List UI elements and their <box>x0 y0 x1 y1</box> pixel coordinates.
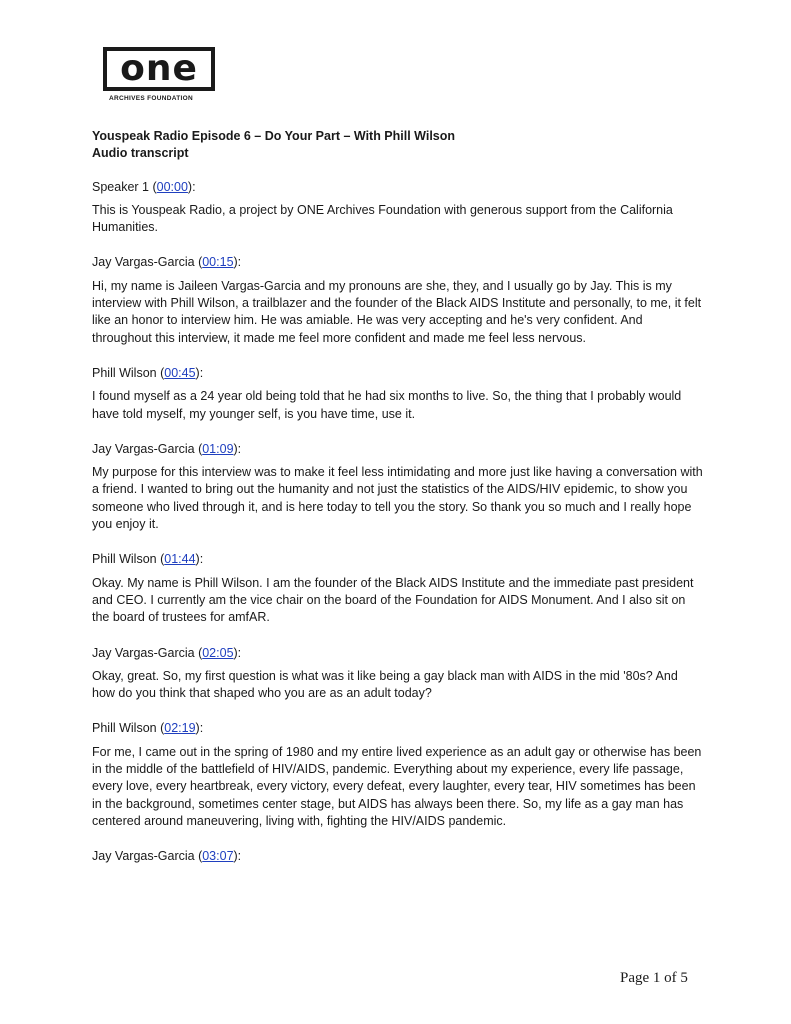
entry-text: This is Youspeak Radio, a project by ONE Archives Foundation with generous support from the California Humanities. <box>92 202 673 235</box>
timestamp-link[interactable]: 00:15 <box>202 255 234 270</box>
entry-text: Hi, my name is Jaileen Vargas-Garcia and my pronouns are she, they, and I usually go by Jay. This is my interview with Phill Wilson, a trailblazer and the founder of the Black AIDS Institute and personally, to me, it felt like an honor to interview him. He was amiable. He was very accepting and he's very confident. And throughout this interview, it made me feel more confident and made me feel less nervous. <box>92 278 702 345</box>
entry-text: Okay. My name is Phill Wilson. I am the founder of the Black AIDS Institute and the immediate past president and CEO. I currently am the vice chair on the board of the Foundation for AIDS Monument. And I also sit on the board of trustees for amfAR. <box>92 575 694 625</box>
speaker-name: Phill Wilson <box>92 552 157 567</box>
speaker-name: Jay Vargas-Garcia <box>92 645 199 660</box>
transcript-entry <box>92 365 704 423</box>
transcript-body <box>92 128 704 866</box>
page-number: Page 1 of 5 <box>620 970 688 986</box>
speaker-line: Phill Wilson (00:45): <box>92 365 204 380</box>
timestamp-link[interactable]: 00:45 <box>164 365 196 380</box>
speaker-line: Jay Vargas-Garcia (00:15): <box>92 255 242 270</box>
speaker-line: Jay Vargas-Garcia (03:07): <box>92 849 242 864</box>
timestamp-link[interactable]: 03:07 <box>202 849 234 864</box>
timestamp-link[interactable]: 00:00 <box>156 179 188 194</box>
speaker-line: Phill Wilson (01:44): <box>92 552 204 567</box>
document-title: Youspeak Radio Episode 6 – Do Your Part – With Phill Wilson <box>92 129 456 143</box>
logo-word: one <box>120 48 198 89</box>
timestamp-link[interactable]: 01:09 <box>202 441 234 456</box>
transcript-entry <box>92 720 704 830</box>
logo-box <box>103 47 215 91</box>
speaker-line: Jay Vargas-Garcia (02:05): <box>92 645 242 660</box>
speaker-name: Jay Vargas-Garcia <box>92 255 199 270</box>
timestamp-link[interactable]: 02:05 <box>202 645 234 660</box>
document-subtitle: Audio transcript <box>92 146 189 161</box>
transcript-entry <box>92 551 704 626</box>
speaker-line: Phill Wilson (02:19): <box>92 721 204 736</box>
speaker-name: Phill Wilson <box>92 721 157 736</box>
speaker-name: Jay Vargas-Garcia <box>92 849 199 864</box>
speaker-name: Speaker 1 <box>92 179 149 194</box>
entry-text: My purpose for this interview was to make it feel less intimidating and more just like having a conversation with a friend. I wanted to bring out the humanity and not just the statistics of the AIDS/HIV epidemic, to show you someone who lived through it, and is here today to tell you the story. So thank you so much and I really hope you enjoy it. <box>92 465 703 532</box>
timestamp-link[interactable]: 01:44 <box>164 552 196 567</box>
entry-text: I found myself as a 24 year old being told that he had six months to live. So, the thing that I probably would have told myself, my younger self, is you have time, use it. <box>92 389 682 421</box>
entry-text: Okay, great. So, my first question is what was it like being a gay black man with AIDS in the mid '80s? And how do you think that shaped who you are as an adult today? <box>92 668 678 701</box>
speaker-name: Phill Wilson <box>92 365 157 380</box>
transcript-entry <box>92 254 704 346</box>
one-archives-logo <box>103 47 219 102</box>
transcript-entry <box>92 179 704 237</box>
speaker-name: Jay Vargas-Garcia <box>92 441 199 456</box>
speaker-line: Speaker 1 (00:00): <box>92 179 196 194</box>
logo-subtitle: ARCHIVES FOUNDATION <box>109 95 193 102</box>
transcript-entry <box>92 645 704 703</box>
transcript-entry <box>92 848 704 865</box>
timestamp-link[interactable]: 02:19 <box>164 721 196 736</box>
entry-text: For me, I came out in the spring of 1980 and my entire lived experience as an adult gay or otherwise has been in the middle of the battlefield of HIV/AIDS, pandemic. Everything about my experience, every life passage, every love, every heartbreak, every victory, every defeat, every laughter, every tear, HIV sometimes has been in the background, sometimes center stage, but AIDS has always been there. So, my life as a gay man has centered around maneuvering, living with, fighting the HIV/AIDS pandemic. <box>92 744 702 828</box>
speaker-line: Jay Vargas-Garcia (01:09): <box>92 441 242 456</box>
transcript-entry <box>92 441 704 533</box>
